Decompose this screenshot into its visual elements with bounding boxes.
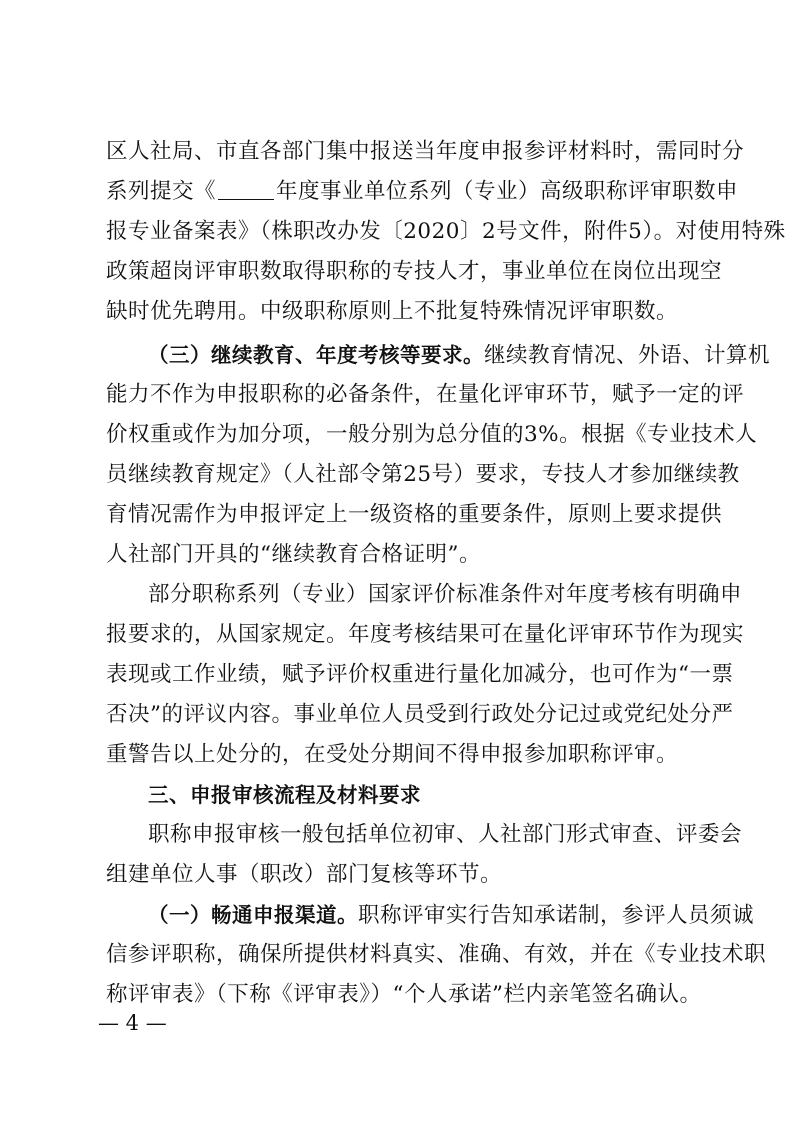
- text-line: 称评审表》（下称《评审表》）“个人承诺”栏内亲笔签名确认。: [106, 982, 702, 1007]
- text-line: 否决”的评议内容。事业单位人员受到行政处分记过或党纪处分严: [106, 702, 734, 727]
- text-line: 信参评职称，确保所提供材料真实、准确、有效，并在《专业技术职: [106, 942, 767, 967]
- text-line: 价权重或作为加分项，一般分别为总分值的3%。根据《专业技术人: [106, 422, 758, 447]
- text-line: 职称申报审核一般包括单位初审、人社部门形式审查、评委会: [148, 822, 743, 847]
- text-line: 表现或工作业绩，赋予评价权重进行量化加减分，也可作为“一票: [106, 662, 734, 687]
- text-line: 员继续教育规定》（人社部令第25号）要求，专技人才参加继续教: [106, 462, 740, 487]
- text-line: [106, 177, 739, 207]
- text-fragment: 职称评审实行告知承诺制，参评人员须诚: [358, 903, 755, 928]
- text-fragment: 继续教育情况、外语、计算机: [484, 343, 771, 368]
- text-line: 政策超岗评审职数取得职称的专技人才，事业单位在岗位出现空: [106, 259, 723, 284]
- text-line: 人社部门开具的“继续教育合格证明”。: [106, 542, 481, 567]
- text-line: 缺时优先聘用。中级职称原则上不批复特殊情况评审职数。: [106, 299, 679, 324]
- text-line: 报要求的，从国家规定。年度考核结果可在量化评审环节作为现实: [106, 622, 745, 647]
- text-line: 育情况需作为申报评定上一级资格的重要条件，原则上要求提供: [106, 502, 723, 527]
- text-line: 能力不作为申报职称的必备条件，在量化评审环节，赋予一定的评: [106, 382, 745, 407]
- text-line: 报专业备案表》（株职改办发〔2020〕2号文件，附件5）。对使用特殊: [106, 219, 786, 244]
- page-number: — 4 —: [98, 1011, 167, 1035]
- text-fragment: 年度事业单位系列（专业）高级职称评审职数申: [276, 179, 739, 204]
- text-line: [148, 340, 771, 371]
- text-fragment: 系列提交《: [106, 179, 217, 204]
- text-line: 部分职称系列（专业）国家评价标准条件对年度考核有明确申: [148, 582, 743, 607]
- section-subheading: （一）畅通申报渠道。: [148, 903, 358, 927]
- text-line: [148, 900, 755, 931]
- fill-in-blank: [218, 179, 274, 200]
- section-subheading: （三）继续教育、年度考核等要求。: [148, 343, 484, 367]
- text-line: 重警告以上处分的，在受处分期间不得申报参加职称评审。: [106, 742, 679, 767]
- text-line: 组建单位人事（职改）部门复核等环节。: [106, 862, 503, 887]
- text-line: 区人社局、市直各部门集中报送当年度申报参评材料时，需同时分: [106, 139, 745, 164]
- section-heading: 三、申报审核流程及材料要求: [148, 783, 421, 807]
